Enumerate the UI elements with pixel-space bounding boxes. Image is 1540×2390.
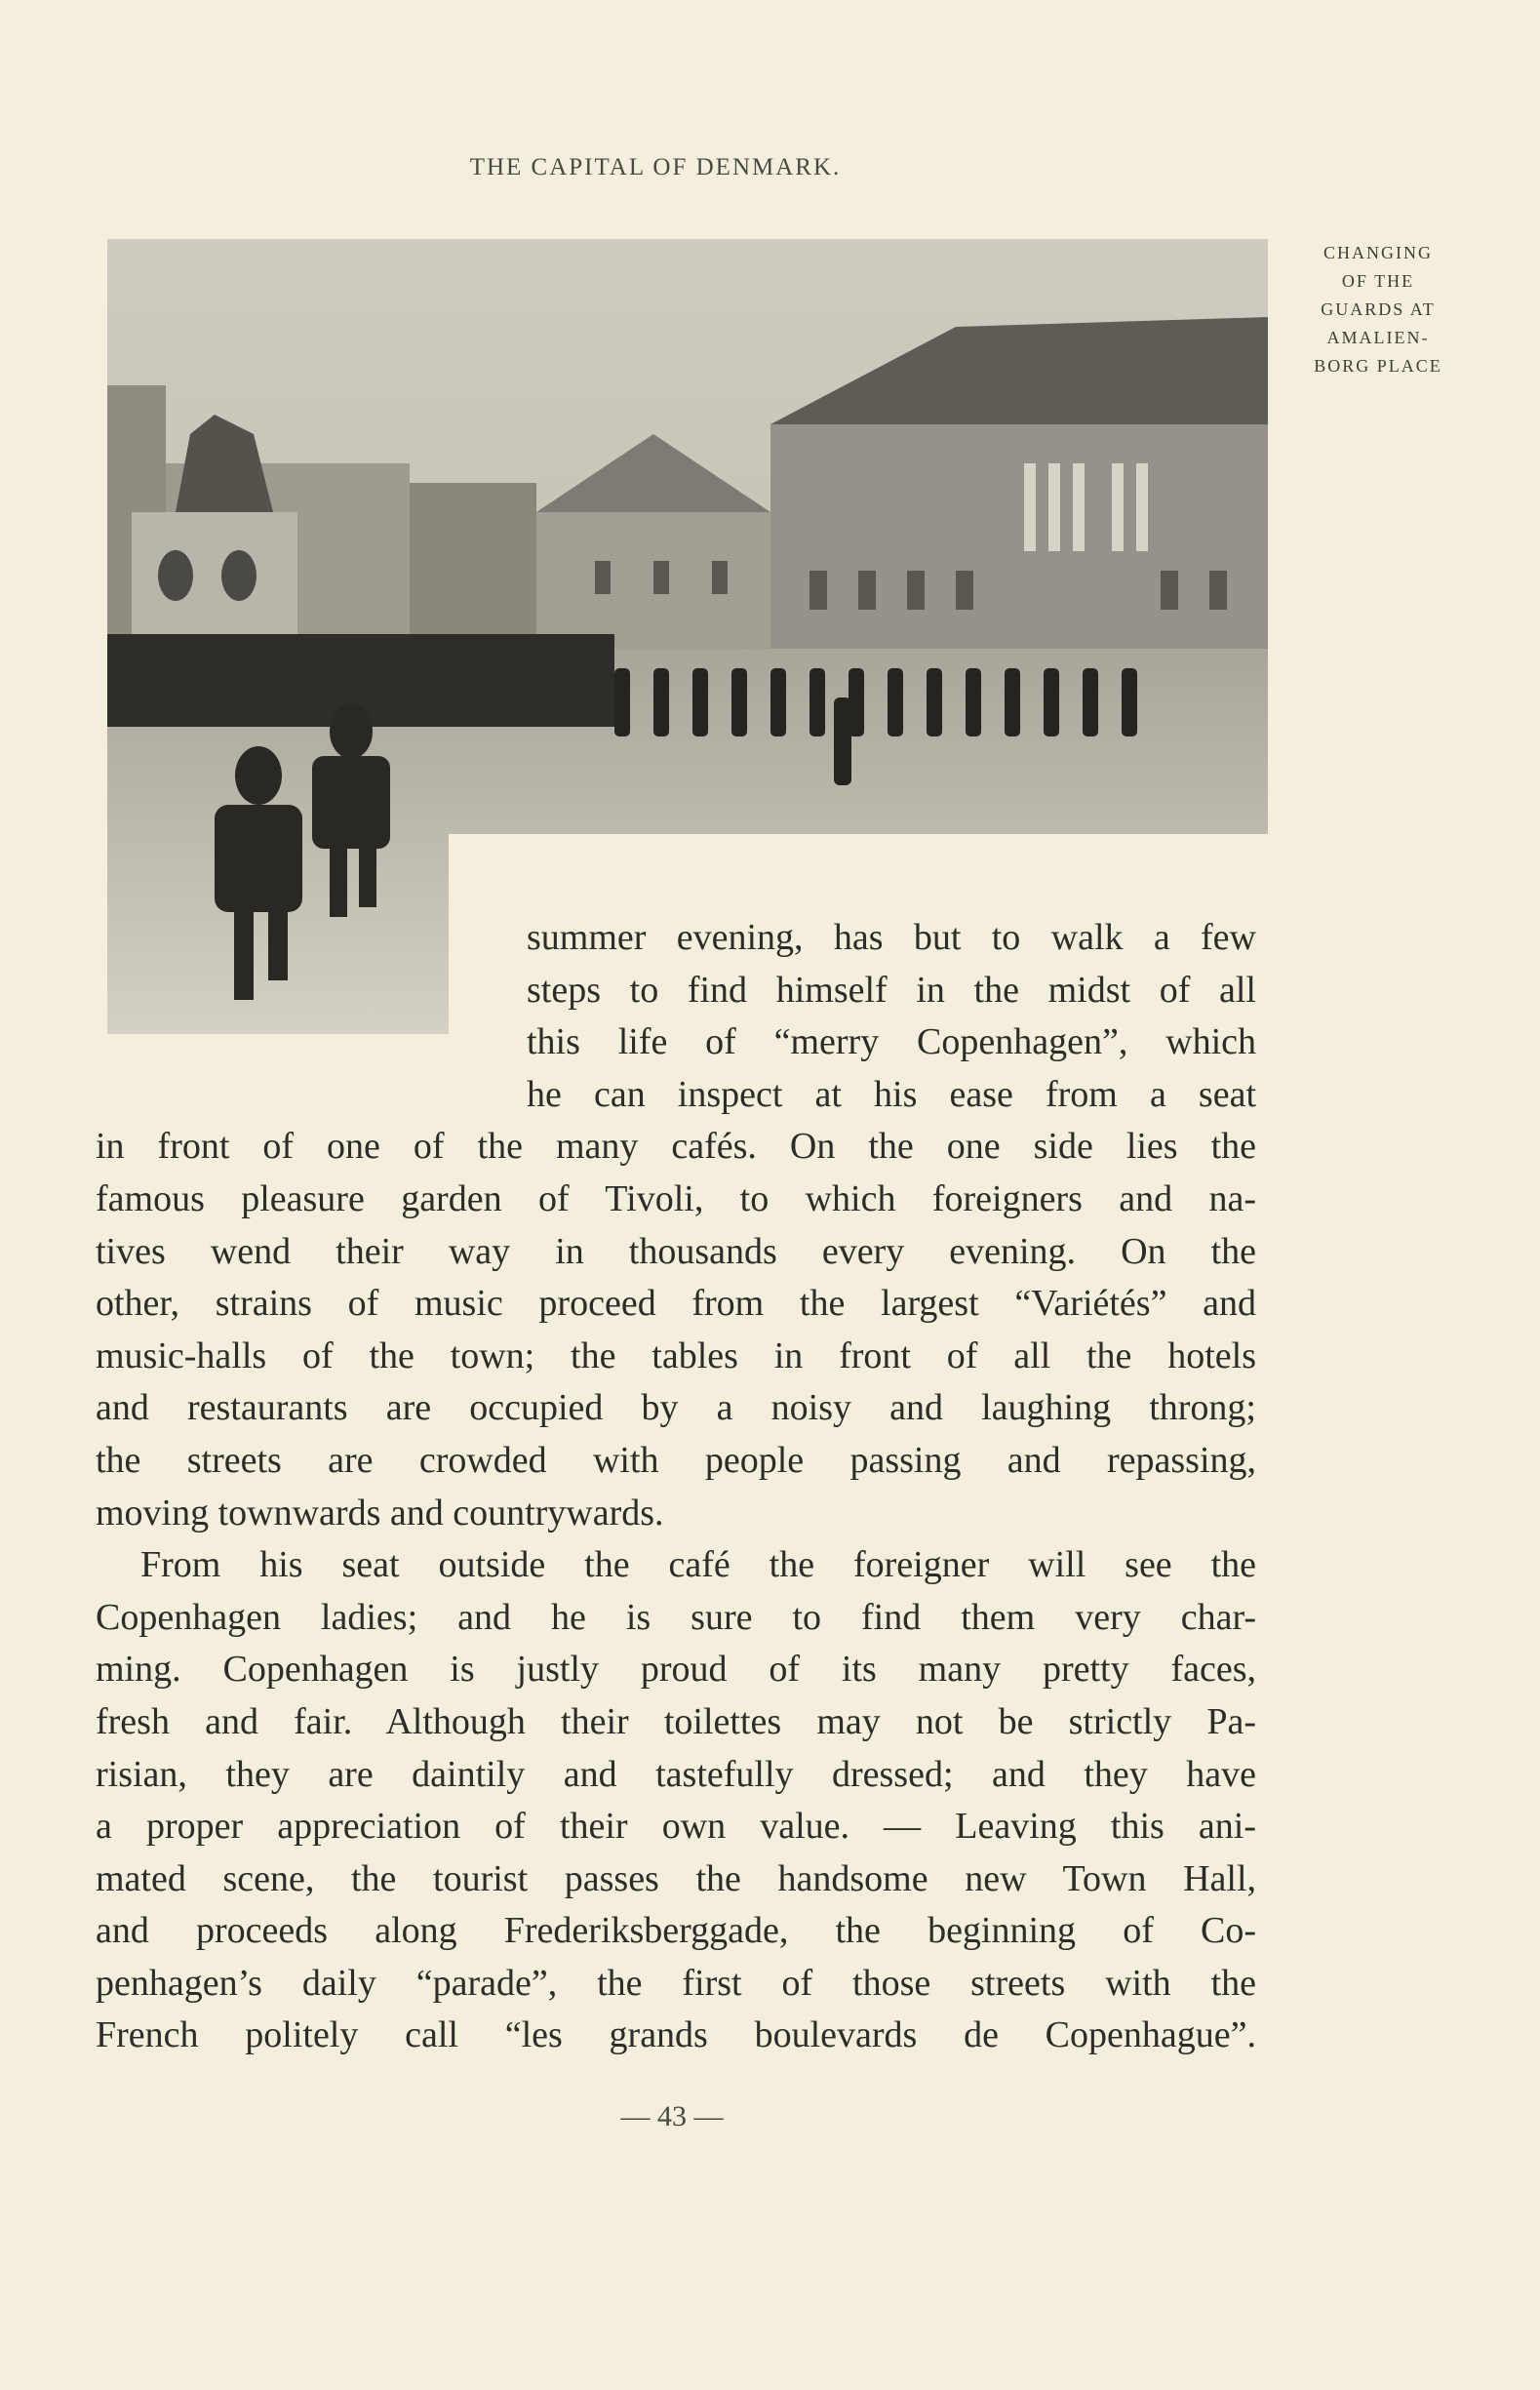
text-line: a proper appreciation of their own value. — Leaving this ani- (96, 1806, 1256, 1848)
text-line: ming. Copenhagen is justly proud of its many pretty faces, (96, 1649, 1256, 1691)
text-line: summer evening, has but to walk a few (527, 917, 1256, 958)
text-line: this life of “merry Copenhagen”, which (527, 1021, 1256, 1063)
body-text (96, 912, 1256, 2062)
caption-line: GUARDS AT (1321, 299, 1436, 319)
text-line: fresh and fair. Although their toilettes may not be strictly Pa- (96, 1700, 1256, 1742)
text-line: music-halls of the town; the tables in front of all the hotels (96, 1334, 1256, 1376)
text-line: mated scene, the tourist passes the handsome new Town Hall, (96, 1857, 1256, 1899)
text-line: and restaurants are occupied by a noisy and laughing throng; (96, 1387, 1256, 1429)
text-line: From his seat outside the café the foreigner will see the (140, 1544, 1256, 1586)
caption-line: OF THE (1341, 271, 1415, 291)
text-line: in front of one of the many cafés. On the one side lies the (96, 1126, 1256, 1168)
text-line: famous pleasure garden of Tivoli, to which foreigners and na- (96, 1177, 1256, 1219)
text-line: Copenhagen ladies; and he is sure to find them very char- (96, 1596, 1256, 1638)
text-line: and proceeds along Frederiksberggade, the beginning of Co- (96, 1910, 1256, 1952)
text-line: the streets are crowded with people passing and repassing, (96, 1439, 1256, 1481)
text-line: he can inspect at his ease from a seat (527, 1073, 1256, 1115)
text-line: French politely call “les grands boulevards de Copenhague”. (96, 2014, 1256, 2056)
text-line: penhagen’s daily “parade”, the first of those streets with the (96, 1962, 1256, 2004)
figure-caption (1305, 239, 1451, 380)
text-line: tives wend their way in thousands every evening. On the (96, 1230, 1256, 1272)
text-line: risian, they are daintily and tastefully dressed; and they have (96, 1753, 1256, 1795)
text-line: steps to find himself in the midst of all (527, 969, 1256, 1011)
caption-line: AMALIEN- (1326, 328, 1430, 347)
text-line: other, strains of music proceed from the largest “Variétés” and (96, 1283, 1256, 1325)
caption-line: CHANGING (1323, 243, 1433, 262)
page-number: — 43 — (620, 2100, 724, 2132)
text-line: moving townwards and countrywards. (96, 1492, 664, 1534)
running-title: THE CAPITAL OF DENMARK. (469, 154, 842, 180)
caption-line: BORG PLACE (1314, 356, 1442, 376)
